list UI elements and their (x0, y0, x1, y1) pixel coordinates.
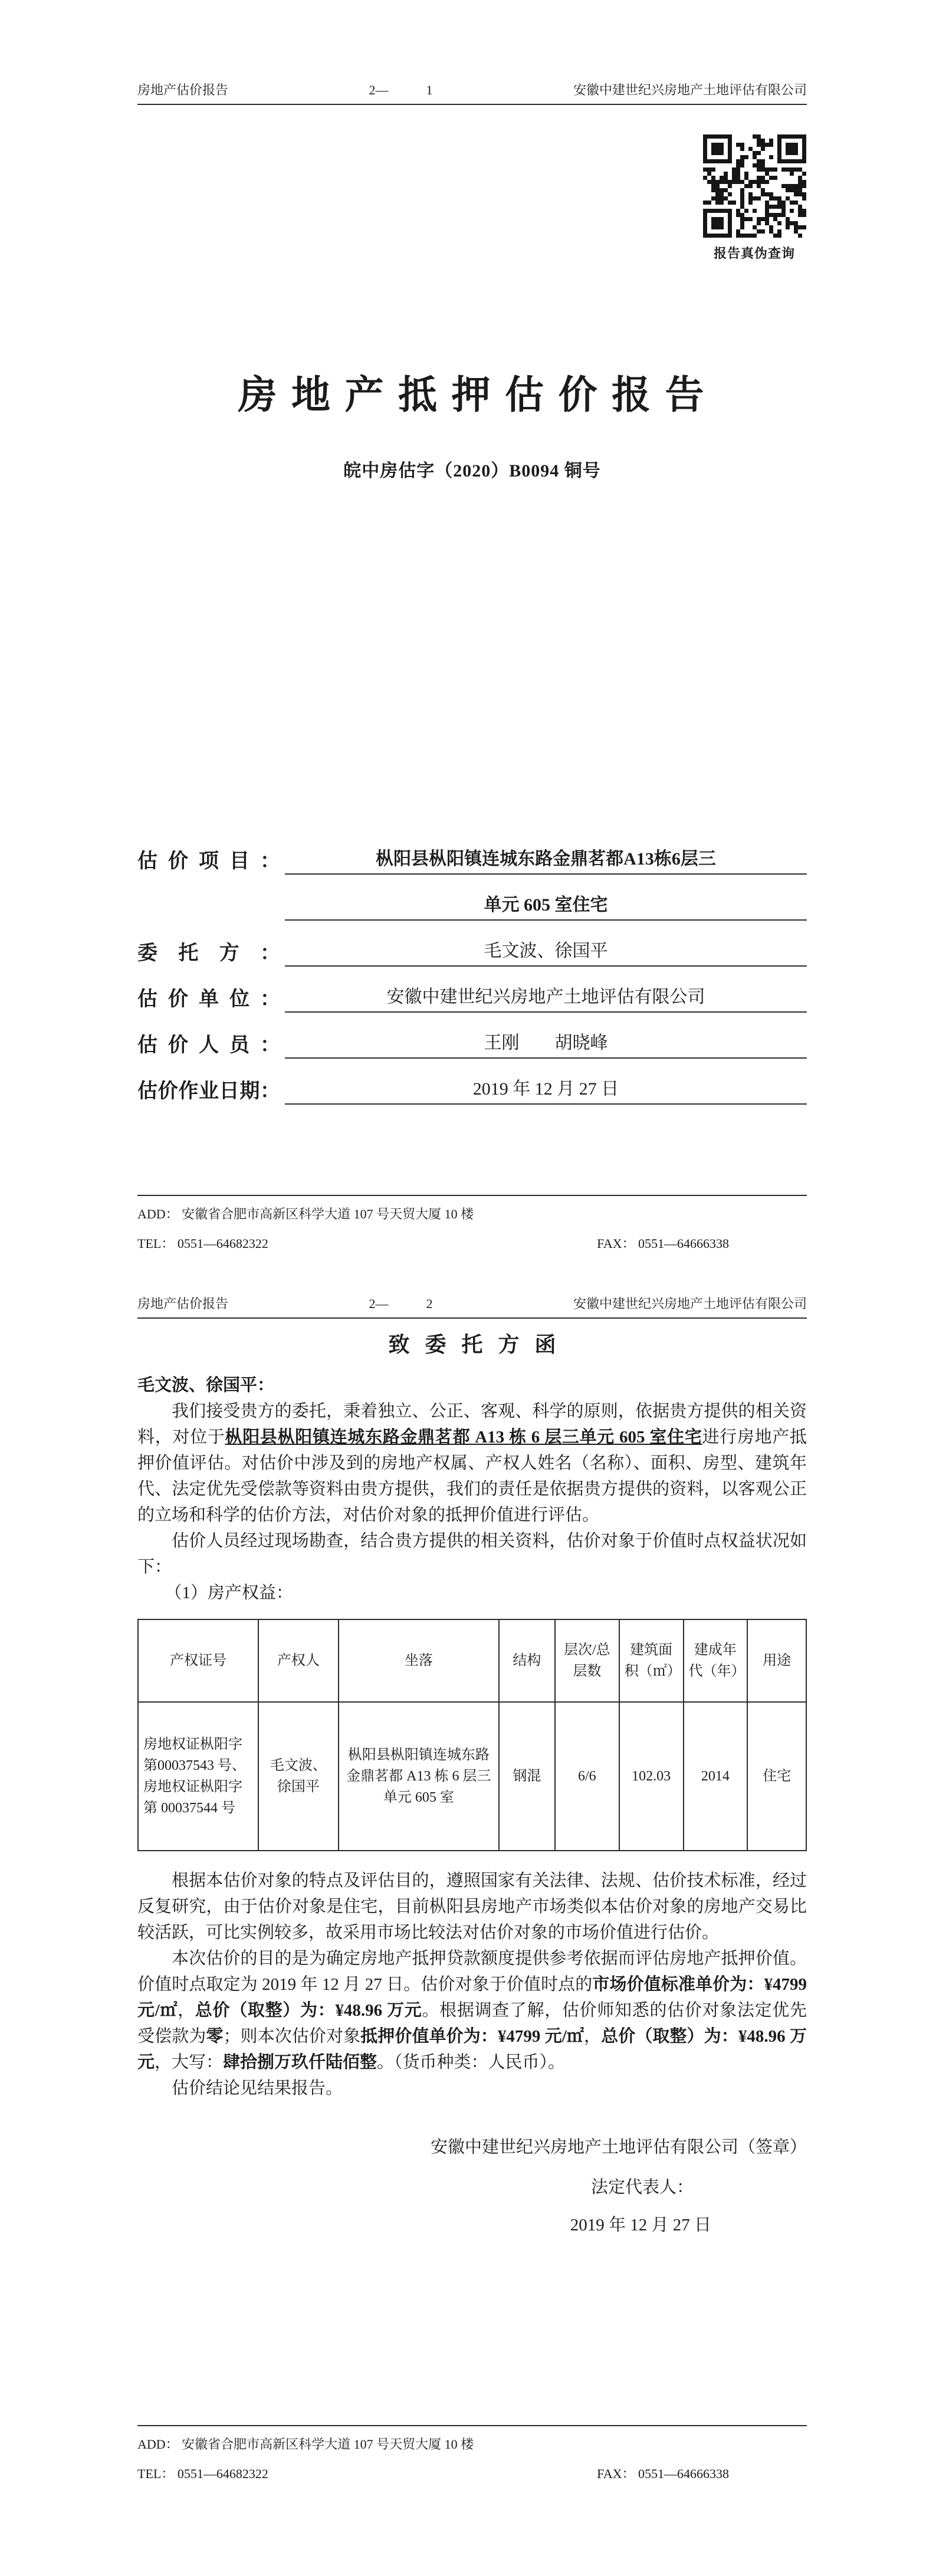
signature-company: 安徽中建世纪兴房地产土地评估有限公司（签章） (430, 2138, 807, 2157)
paragraph-survey: 估价人员经过现场勘查，结合贵方提供的相关资料，估价对象于价值时点权益状况如下： (137, 1532, 807, 1576)
footer-address: ADD： 安徽省合肥市高新区科学大道 107 号天贸大厦 10 楼 (137, 1207, 474, 1221)
cell-use: 住宅 (747, 1702, 806, 1851)
report-number: 皖中房估字（2020）B0094 铜号 (343, 461, 601, 481)
table-header-area: 建筑面积（㎡） (619, 1619, 684, 1702)
cell-area: 102.03 (619, 1702, 684, 1851)
field-row-client (137, 921, 807, 967)
page-number-value: 2 (426, 1296, 433, 1311)
footer-fax: FAX： 0551—64666338 (597, 1236, 729, 1251)
agency-label: 估价单位： (137, 988, 280, 1011)
qr-block (702, 134, 807, 262)
work-date-value: 2019 年 12 月 27 日 (285, 1078, 807, 1105)
footer-telfax (137, 1235, 807, 1253)
project-label: 估价项目： (137, 850, 280, 873)
paragraph-valuation: 本次估价的目的是为确定房地产抵押贷款额度提供参考依据而评估房地产抵押价值。价值时点取定为 2019 年 12 月 27 日。估价对象于价值时点的市场价值标准单价为：¥4799 元/㎡，总价（取整）为：¥48.96 万元。根据调查了解，估价师知悉的估价对象法定优先受偿款为零；则本次估价对象抵押价值单价为：¥4799 元/㎡，总价（取整）为：¥48.96 万元，大写：肆拾捌万玖仟陆佰整。（货币种类：人民币）。 (137, 1949, 807, 2072)
doc-type-label: 房地产估价报告 (137, 83, 229, 97)
doc-type-label: 房地产估价报告 (137, 1296, 229, 1311)
field-row-project (137, 829, 807, 875)
page-number-prefix: 2— (369, 83, 389, 97)
page2-running-header (137, 1288, 807, 1319)
appraisers-value: 王刚 胡晓峰 (285, 1032, 807, 1059)
page-number-value: 1 (426, 83, 433, 97)
project-value-line1: 枞阳县枞阳镇连城东路金鼎茗都A13栋6层三 (285, 848, 807, 875)
page1-footer (137, 1195, 807, 1253)
property-rights-table (137, 1619, 807, 1851)
qr-caption: 报告真伪查询 (713, 246, 795, 261)
page2-footer (137, 2425, 807, 2483)
signature-date: 2019 年 12 月 27 日 (570, 2216, 711, 2235)
letter-title: 致委托方函 (388, 1333, 572, 1356)
table-header-structure: 结构 (499, 1619, 555, 1702)
table-header-owner: 产权人 (258, 1619, 339, 1702)
footer-address: ADD： 安徽省合肥市高新区科学大道 107 号天贸大厦 10 楼 (137, 2437, 474, 2452)
page-number (369, 1295, 433, 1313)
table-header-year: 建成年代（年） (684, 1619, 748, 1702)
agency-value: 安徽中建世纪兴房地产土地评估有限公司 (285, 986, 807, 1013)
footer-tel: TEL： 0551—64682322 (137, 1236, 268, 1251)
company-name-header: 安徽中建世纪兴房地产土地评估有限公司 (573, 1296, 807, 1311)
footer-tel: TEL： 0551—64682322 (137, 2466, 268, 2481)
field-row-project-continued (137, 875, 807, 921)
field-row-agency (137, 967, 807, 1013)
field-row-appraisers (137, 1013, 807, 1059)
paragraph-conclusion: 估价结论见结果报告。 (172, 2079, 343, 2098)
paragraph-intro: 我们接受贵方的委托，秉着独立、公正、客观、科学的原则，依据贵方提供的相关资料，对位于枞阳县枞阳镇连城东路金鼎茗都 A13 栋 6 层三单元 605 室住宅进行房地产抵押价值评估。对估价中涉及到的房地产权属、产权人姓名（名称）、面积、房型、建筑年代、法定优先受偿款等资料由贵方提供，我们的责任是依据贵方提供的资料，以客观公正的立场和科学的估价方法，对估价对象的抵押价值进行评估。 (137, 1402, 807, 1524)
footer-telfax (137, 2465, 807, 2483)
paragraph-rights-heading: （1）房产权益： (165, 1583, 293, 1602)
cell-floor: 6/6 (555, 1702, 619, 1851)
footer-fax: FAX： 0551—64666338 (597, 2466, 729, 2481)
cell-owner: 毛文波、徐国平 (258, 1702, 339, 1851)
cell-location: 枞阳县枞阳镇连城东路金鼎茗都 A13 栋 6 层三单元 605 室 (339, 1702, 499, 1851)
signature-legal-rep: 法定代表人： (590, 2178, 694, 2197)
page-number (369, 81, 433, 99)
table-header-row (138, 1619, 806, 1702)
company-name-header: 安徽中建世纪兴房地产土地评估有限公司 (573, 83, 807, 97)
client-value: 毛文波、徐国平 (285, 940, 807, 967)
appraisers-label: 估价人员： (137, 1034, 280, 1057)
cell-certificate: 房地权证枞阳字第00037543 号、房地权证枞阳字第 00037544 号 (138, 1702, 258, 1851)
cell-year: 2014 (684, 1702, 748, 1851)
paragraph-method: 根据本估价对象的特点及评估目的，遵照国家有关法律、法规、估价技术标准，经过反复研究，由于估价对象是住宅，目前枞阳县房地产市场类似本估价对象的房地产交易比较活跃，可比实例较多，故采用市场比较法对估价对象的市场价值进行估价。 (137, 1871, 807, 1942)
report-title: 房 地 产 抵 押 估 价 报 告 (238, 374, 707, 417)
work-date-label: 估价作业日期： (137, 1080, 280, 1103)
client-label: 委托方： (137, 942, 280, 965)
page-number-prefix: 2— (369, 1296, 389, 1311)
page-2 (0, 1288, 936, 2576)
table-header-certificate: 产权证号 (138, 1619, 258, 1702)
table-header-use: 用途 (747, 1619, 806, 1702)
cover-fields (137, 829, 807, 1105)
project-value-line2: 单元 605 室住宅 (285, 894, 807, 921)
cell-structure: 钢混 (499, 1702, 555, 1851)
salutation: 毛文波、徐国平： (137, 1376, 275, 1395)
table-header-location: 坐落 (339, 1619, 499, 1702)
table-header-floor: 层次/总层数 (555, 1619, 619, 1702)
page1-running-header (137, 0, 807, 105)
qr-code-image (703, 134, 806, 238)
field-row-date (137, 1059, 807, 1105)
table-row (138, 1702, 806, 1851)
